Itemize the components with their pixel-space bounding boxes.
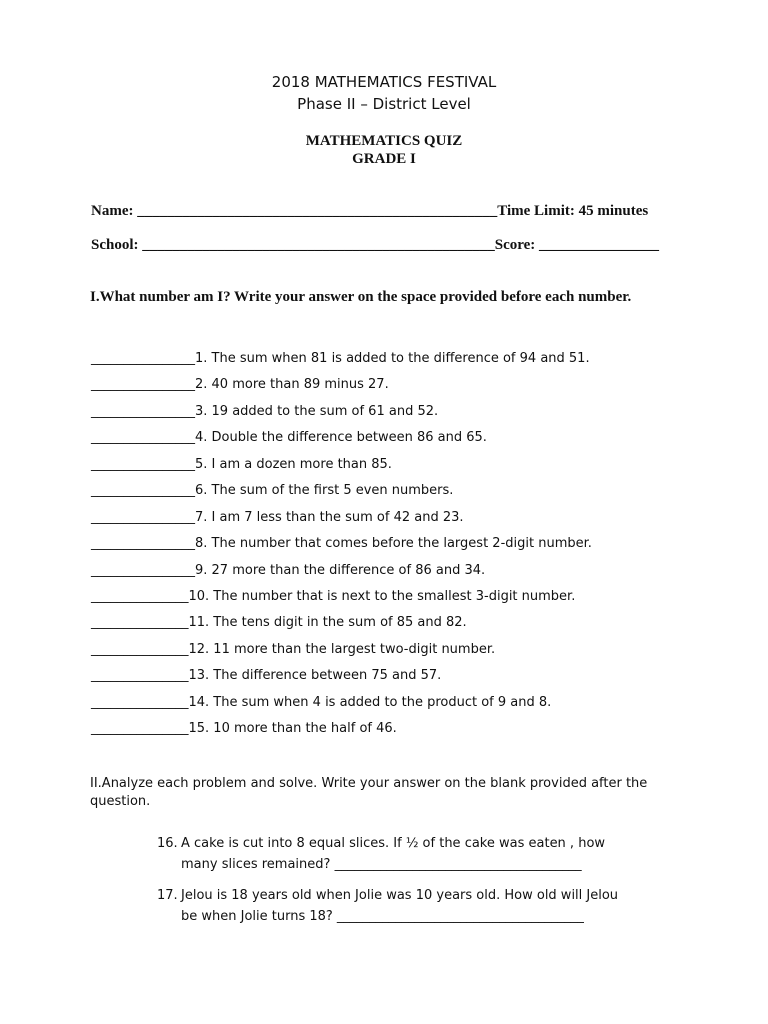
question-item-15: _______________15. 10 more than the half of 46. [91,721,397,736]
section-2-instructions: II.Analyze each problem and solve. Write your answer on the blank provided after the question. [90,776,648,809]
school-score-line: School: _______________________________________________Score: ________________ [91,237,660,253]
question-item-2: ________________2. 40 more than 89 minus 27. [91,377,389,392]
question-17 [157,885,677,927]
question-item-14: _______________14. The sum when 4 is added to the product of 9 and 8. [91,695,552,710]
grade-label: GRADE I [352,151,416,167]
question-item-6: ________________6. The sum of the first 5 even numbers. [91,483,454,498]
name-time-limit-line: Name: ________________________________________________Time Limit: 45 minutes [91,203,649,219]
question-16-number: 16. [157,836,178,851]
festival-title: 2018 MATHEMATICS FESTIVAL [271,73,497,91]
question-item-12: _______________12. 11 more than the largest two-digit number. [91,642,496,657]
section-1-instructions: I.What number am I? Write your answer on the space provided before each number. [90,289,632,305]
question-item-13: _______________13. The difference between 75 and 57. [91,668,442,683]
question-17-text-line-1: Jelou is 18 years old when Jolie was 10 years old. How old will Jelou [181,888,619,903]
question-17-number: 17. [157,888,178,903]
question-item-1: ________________1. The sum when 81 is added to the difference of 94 and 51. [91,351,590,366]
question-17-text-line-2: be when Jolie turns 18? ______________________________________ [181,909,584,924]
question-item-10: _______________10. The number that is next to the smallest 3-digit number. [91,589,576,604]
question-item-3: ________________3. 19 added to the sum of 61 and 52. [91,404,439,419]
question-item-9: ________________9. 27 more than the difference of 86 and 34. [91,563,486,578]
question-16-text-line-1: A cake is cut into 8 equal slices. If ½ of the cake was eaten , how [181,836,606,851]
question-item-5: ________________5. I am a dozen more than 85. [91,457,392,472]
question-item-8: ________________8. The number that comes before the largest 2-digit number. [91,536,592,551]
question-item-11: _______________11. The tens digit in the sum of 85 and 82. [91,615,467,630]
phase-subtitle: Phase II – District Level [297,95,471,113]
question-item-7: ________________7. I am 7 less than the sum of 42 and 23. [91,510,464,525]
question-16-text-line-2: many slices remained? ______________________________________ [181,857,582,872]
quiz-title: MATHEMATICS QUIZ [305,133,463,149]
question-item-4: ________________4. Double the difference between 86 and 65. [91,430,487,445]
question-16 [157,833,677,875]
